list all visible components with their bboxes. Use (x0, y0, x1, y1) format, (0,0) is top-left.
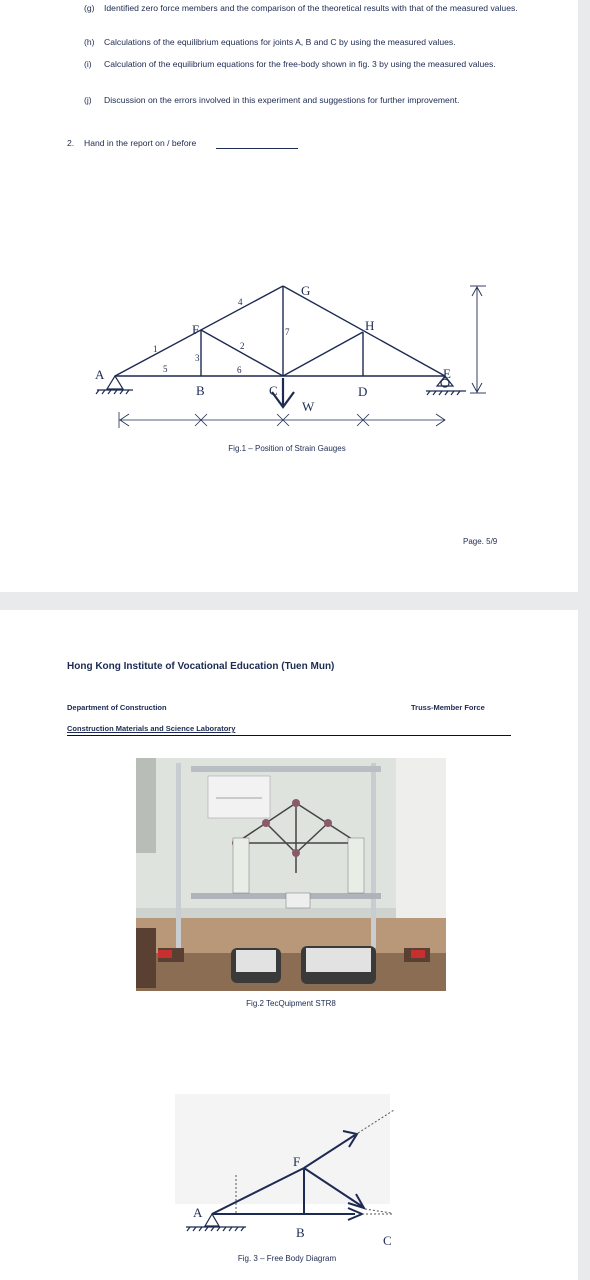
member-hc (283, 332, 363, 376)
dotted-extension (365, 1209, 391, 1213)
list-item-text: Hand in the report on / before (84, 138, 197, 148)
joint-label-a: A (193, 1205, 203, 1220)
laboratory-name: Construction Materials and Science Laboratory (67, 724, 236, 733)
free-body-diagram (0, 610, 578, 1280)
figure-caption: Fig. 3 – Free Body Diagram (237, 1254, 337, 1263)
department-name: Department of Construction (67, 703, 167, 712)
joint-label-c: C (269, 383, 278, 398)
list-item-text: Discussion on the errors involved in this experiment and suggestions for further improvement. (104, 95, 460, 105)
list-item-label: (g) (84, 3, 95, 13)
joint-label-g: G (301, 283, 311, 298)
document-subject: Truss-Member Force (411, 703, 485, 712)
span-dimension (119, 412, 445, 428)
figure-caption: Fig.1 – Position of Strain Gauges (228, 444, 346, 453)
height-dimension (470, 286, 486, 393)
joint-label-c: C (383, 1233, 392, 1248)
member-number: 6 (237, 365, 242, 375)
joint-label-b: B (196, 383, 205, 398)
list-item-text: Calculations of the equilibrium equations for joints A, B and C by using the measured values. (104, 37, 456, 47)
truss-diagram (0, 0, 578, 460)
joint-label-f: F (293, 1154, 301, 1169)
joint-label-d: D (358, 384, 368, 399)
joint-label-h: H (365, 318, 375, 333)
list-item-label: (h) (84, 37, 95, 47)
member-number: 3 (195, 353, 200, 363)
member-number: 2 (240, 341, 245, 351)
pin-support-a (205, 1214, 219, 1226)
list-item-label: 2. (67, 138, 75, 148)
member-number: 7 (285, 327, 290, 337)
list-item-text: Identified zero force members and the comparison of the theoretical results with that of the measured values. (104, 3, 518, 13)
list-item-label: (i) (84, 59, 92, 69)
load-label-w: W (302, 399, 315, 414)
member-number: 5 (163, 364, 168, 374)
pin-support-a (107, 376, 123, 389)
joint-label-f: F (192, 322, 200, 337)
document-page-6 (0, 610, 578, 1280)
member-fc (201, 330, 283, 376)
institute-title: Hong Kong Institute of Vocational Education (Tuen Mun) (67, 661, 335, 672)
joint-label-e: E (443, 366, 451, 381)
document-page-5 (0, 0, 578, 592)
member-number: 4 (238, 297, 243, 307)
figure-caption: Fig.2 TecQuipment STR8 (246, 999, 336, 1008)
member-number: 1 (153, 344, 158, 354)
joint-label-b: B (296, 1225, 305, 1240)
list-item-text: Calculation of the equilibrium equations for the free-body shown in fig. 3 by using the measured values. (104, 59, 496, 69)
joint-label-a: A (95, 367, 105, 382)
list-item-label: (j) (84, 95, 92, 105)
page-number: Page. 5/9 (463, 537, 498, 546)
